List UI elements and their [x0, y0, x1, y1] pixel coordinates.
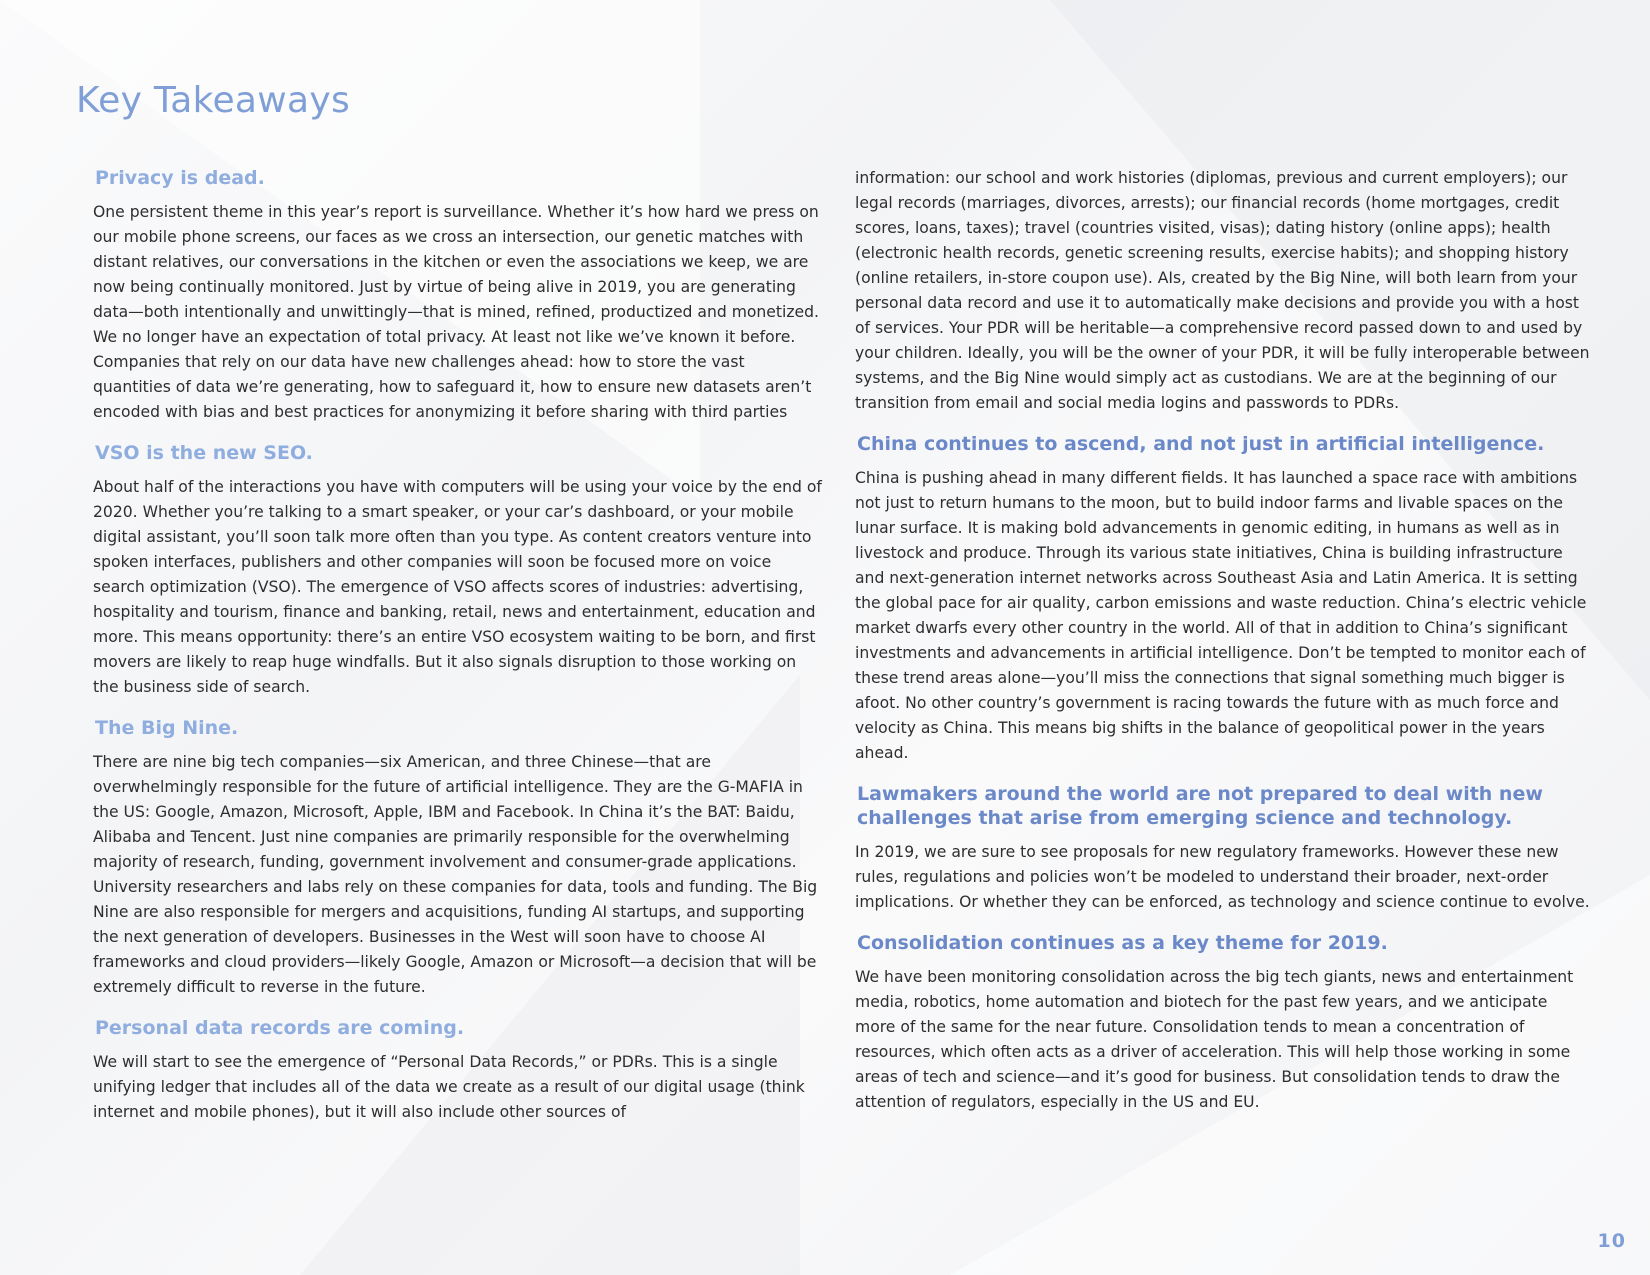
- section-heading: The Big Nine.: [95, 717, 239, 739]
- left-column: [93, 166, 823, 1141]
- section-body: We have been monitoring consolidation across the big tech giants, news and entertainment media, robotics, home automation and biotech for the past few years, and we anticipate more of the same for the near future. Consolidation tends to mean a concentration of resources, which often acts as a driver of acceleration. This will help those working in some areas of tech and science—and it’s good for business. But consolidation tends to draw the attention of regulators, especially in the US and EU.: [855, 968, 1574, 1111]
- section-heading: Consolidation continues as a key theme for 2019.: [857, 932, 1388, 954]
- section-heading: China continues to ascend, and not just in artificial intelligence.: [857, 433, 1545, 455]
- section-body: We will start to see the emergence of “Personal Data Records,” or PDRs. This is a single unifying ledger that includes all of the data we create as a result of our digital usage (think internet and mobile phones), but it will also include other sources of: [93, 1053, 805, 1121]
- section-china: [855, 432, 1590, 766]
- section-big-nine: [93, 716, 823, 1000]
- section-heading: Lawmakers around the world are not prepared to deal with new challenges that arise from emerging science and technology.: [857, 783, 1543, 829]
- section-vso: [93, 441, 823, 700]
- page-title: Key Takeaways: [76, 80, 351, 121]
- section-body: About half of the interactions you have with computers will be using your voice by the end of 2020. Whether you’re talking to a smart speaker, or your car’s dashboard, or your mobile digital assistant, you’ll soon talk more often than you type. As content creators venture into spoken interfaces, publishers and other companies will soon be focused more on voice search optimization (VSO). The emergence of VSO affects scores of industries: advertising, hospitality and tourism, finance and banking, retail, news and entertainment, education and more. This means opportunity: there’s an entire VSO ecosystem waiting to be born, and first movers are likely to reap huge windfalls. But it also signals disruption to those working on the business side of search.: [93, 478, 822, 696]
- section-heading: VSO is the new SEO.: [95, 442, 313, 464]
- section-heading: Privacy is dead.: [95, 167, 265, 189]
- section-lawmakers: [855, 782, 1590, 915]
- section-body: In 2019, we are sure to see proposals for new regulatory frameworks. However these new rules, regulations and policies won’t be modeled to understand their broader, next-order implications. Or whether they can be enforced, as technology and science continue to evolve.: [855, 843, 1590, 911]
- section-body: One persistent theme in this year’s report is surveillance. Whether it’s how hard we press on our mobile phone screens, our faces as we cross an intersection, our genetic matches with distant relatives, our conversations in the kitchen or even the associations we keep, we are now being continually monitored. Just by virtue of being alive in 2019, you are generating data—both intentionally and unwittingly—that is mined, refined, productized and monetized. We no longer have an expectation of total privacy. At least not like we’ve known it before. Companies that rely on our data have new challenges ahead: how to store the vast quantities of data we’re generating, how to safeguard it, how to ensure new datasets aren’t encoded with bias and best practices for anonymizing it before sharing with third parties: [93, 203, 819, 421]
- section-body: China is pushing ahead in many different fields. It has launched a space race with ambitions not just to return humans to the moon, but to build indoor farms and livable spaces on the lunar surface. It is making bold advancements in genomic editing, in humans as well as in livestock and produce. Through its various state initiatives, China is building infrastructure and next-generation internet networks across Southeast Asia and Latin America. It is setting the global pace for air quality, carbon emissions and waste reduction. China’s electric vehicle market dwarfs every other country in the world. All of that in addition to China’s significant investments and advancements in artificial intelligence. Don’t be tempted to monitor each of these trend areas alone—you’ll miss the connections that signal something much bigger is afoot. No other country’s government is racing towards the future with as much force and velocity as China. This means big shifts in the balance of geopolitical power in the years ahead.: [855, 469, 1587, 762]
- right-column: [855, 166, 1590, 1131]
- section-privacy: [93, 166, 823, 425]
- section-personal-data-records: [93, 1016, 823, 1125]
- section-heading: Personal data records are coming.: [95, 1017, 465, 1039]
- section-body: There are nine big tech companies—six American, and three Chinese—that are overwhelmingly responsible for the future of artificial intelligence. They are the G-MAFIA in the US: Google, Amazon, Microsoft, Apple, IBM and Facebook. In China it’s the BAT: Baidu, Alibaba and Tencent. Just nine companies are primarily responsible for the overwhelming majority of research, funding, government involvement and consumer-grade applications. University researchers and labs rely on these companies for data, tools and funding. The Big Nine are also responsible for mergers and acquisitions, funding AI startups, and supporting the next generation of developers. Businesses in the West will soon have to choose AI frameworks and cloud providers—likely Google, Amazon or Microsoft—a decision that will be extremely difficult to reverse in the future.: [93, 753, 818, 996]
- section-consolidation: [855, 931, 1590, 1115]
- page-number: 10: [1597, 1230, 1626, 1252]
- continued-body: information: our school and work histories (diplomas, previous and current employers); our legal records (marriages, divorces, arrests); our financial records (home mortgages, credit scores, loans, taxes); travel (countries visited, visas); dating history (online apps); health (electronic health records, genetic screening results, exercise habits); and shopping history (online retailers, in-store coupon use). AIs, created by the Big Nine, will both learn from your personal data record and use it to automatically make decisions and provide you with a host of services. Your PDR will be heritable—a comprehensive record passed down to and used by your children. Ideally, you will be the owner of your PDR, it will be fully interoperable between systems, and the Big Nine would simply act as custodians. We are at the beginning of our transition from email and social media logins and passwords to PDRs.: [855, 169, 1590, 412]
